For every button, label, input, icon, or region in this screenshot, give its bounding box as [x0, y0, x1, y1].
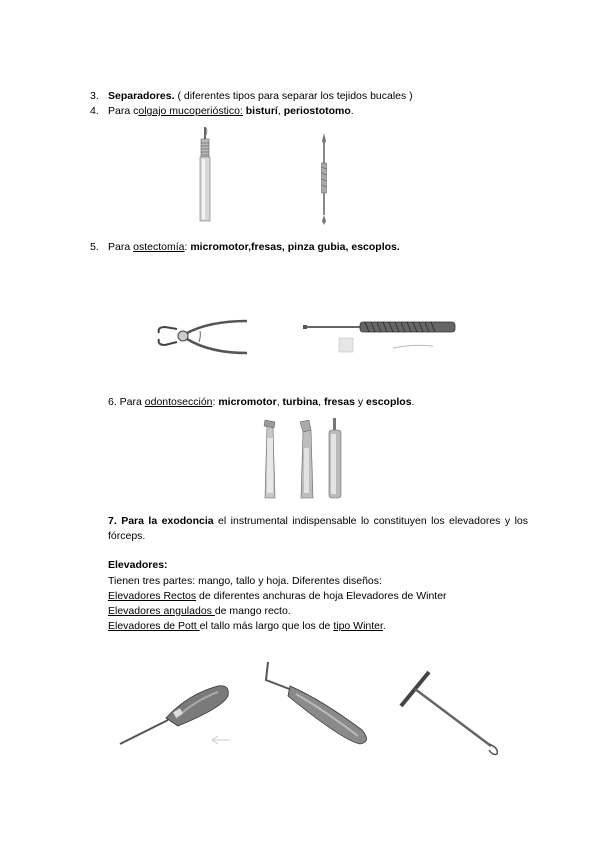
elevadores-heading-text: Elevadores:	[108, 559, 168, 571]
exodoncia-paragraph	[108, 514, 528, 544]
list-item-colgajo	[90, 104, 354, 118]
term-separadores: Separadores.	[108, 90, 175, 102]
text-fragment: .	[382, 620, 386, 632]
elevadores-pott-line	[108, 619, 386, 633]
chisel-illustration	[303, 318, 463, 360]
list-number: 5.	[90, 241, 99, 253]
ostectomia-instruments: micromotor,fresas, pinza gubia, escoplos.	[190, 241, 400, 253]
text-fragment: 6. Para	[108, 396, 145, 408]
elevadores-heading	[108, 558, 168, 572]
list-item-ostectomia	[90, 240, 400, 254]
term-elevadores-pott: Elevadores de Pott	[108, 620, 200, 632]
periostotome-illustration	[313, 133, 335, 225]
text-fragment: ,	[318, 396, 324, 408]
term-tipo-winter: tipo Winter	[333, 620, 383, 632]
rongeur-forceps-illustration	[155, 315, 255, 360]
scalpel-illustration	[190, 125, 220, 225]
term-fresas: fresas	[323, 396, 355, 408]
text-fragment: Para	[108, 241, 134, 253]
t-bar-elevator-illustration	[395, 668, 505, 758]
term-ostectomia: ostectomía	[133, 241, 185, 253]
elevadores-rectos-line	[108, 589, 447, 603]
text-fragment: ,	[276, 396, 283, 408]
term-odontoseccion: odontosección	[144, 396, 213, 408]
text-fragment: .	[350, 105, 354, 117]
list-number: 3.	[90, 90, 99, 102]
text-fragment: ,	[277, 105, 284, 117]
exodoncia-heading: 7. Para la exodoncia	[108, 515, 214, 527]
list-item-odontoseccion	[108, 395, 414, 409]
exodoncia-text: el instrumental indispensable lo constituyen los elevadores y los fórceps.	[108, 515, 528, 542]
term-elevadores-angulados: Elevadores angulados	[108, 605, 215, 617]
text-fragment: .	[411, 396, 415, 408]
text-fragment: :	[184, 241, 191, 253]
elevadores-angulados-line	[108, 604, 291, 618]
angled-elevator-illustration	[262, 660, 372, 750]
dental-handpieces-illustration	[255, 418, 355, 503]
list-number: 4.	[90, 105, 99, 117]
term-escoplos: escoplos	[366, 396, 412, 408]
separadores-description: ( diferentes tipos para separar los tejidos bucales )	[174, 90, 413, 102]
text-fragment: de diferentes anchuras de hoja Elevadores de Winter	[196, 590, 447, 602]
elevadores-intro: Tienen tres partes: mango, tallo y hoja. Diferentes diseños:	[108, 575, 382, 587]
list-item-separadores	[90, 89, 413, 103]
text-fragment: :	[212, 396, 219, 408]
straight-elevator-illustration	[118, 680, 233, 750]
text-fragment: el tallo más largo que los de	[199, 620, 334, 632]
term-elevadores-rectos: Elevadores Rectos	[108, 590, 197, 602]
term-colgajo: olgajo mucoperióstico:	[138, 105, 243, 117]
text-fragment: de mango recto.	[214, 605, 291, 617]
term-periostotomo: periostotomo	[283, 105, 351, 117]
text-fragment: y	[354, 396, 367, 408]
term-bisturi: bisturí	[245, 105, 278, 117]
term-micromotor: micromotor	[218, 396, 277, 408]
text-fragment: Para c	[108, 105, 139, 117]
term-turbina: turbina	[282, 396, 319, 408]
